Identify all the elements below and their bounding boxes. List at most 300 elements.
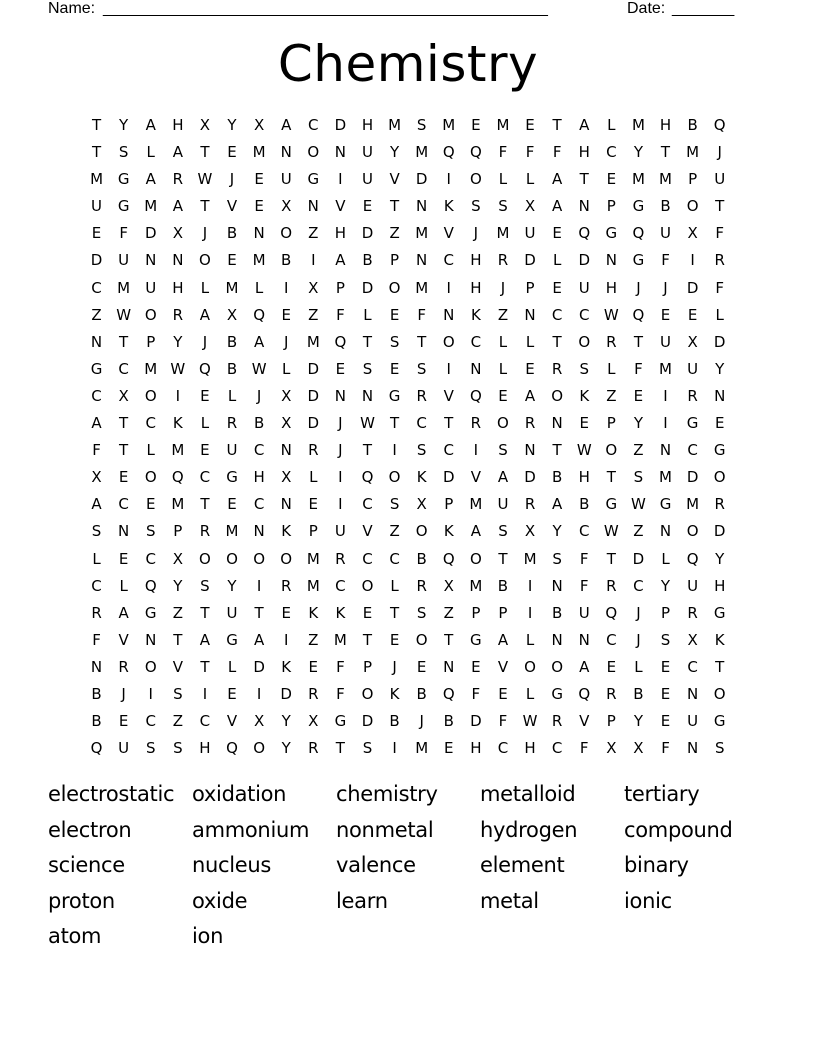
grid-cell[interactable]: M (496, 116, 510, 134)
grid-cell[interactable]: Y (389, 143, 400, 162)
grid-cell[interactable]: B (443, 712, 454, 731)
grid-cell[interactable]: D (686, 278, 699, 297)
grid-cell[interactable]: F (498, 143, 508, 162)
grid-cell[interactable]: I (338, 495, 343, 514)
grid-cell[interactable]: C (578, 305, 590, 324)
grid-cell[interactable]: C (416, 414, 427, 433)
grid-cell[interactable]: S (389, 332, 400, 351)
grid-cell[interactable]: O (605, 441, 618, 460)
grid-cell[interactable]: N (443, 305, 455, 324)
grid-cell[interactable]: T (91, 143, 102, 162)
grid-cell[interactable]: B (497, 576, 509, 595)
grid-cell[interactable]: S (471, 197, 481, 216)
grid-cell[interactable]: X (687, 630, 698, 649)
grid-cell[interactable]: E (308, 657, 319, 676)
grid-cell[interactable]: C (91, 278, 102, 297)
grid-cell[interactable]: L (715, 305, 724, 324)
grid-cell[interactable]: X (253, 712, 265, 731)
grid-cell[interactable]: Q (469, 143, 482, 162)
grid-cell[interactable]: C (118, 495, 129, 514)
grid-cell[interactable]: T (200, 197, 210, 216)
grid-cell[interactable]: S (714, 739, 725, 758)
grid-cell[interactable]: T (498, 549, 508, 568)
grid-cell[interactable]: J (473, 224, 479, 243)
grid-cell[interactable]: D (361, 278, 374, 297)
grid-cell[interactable]: N (280, 441, 292, 460)
grid-cell[interactable]: X (524, 522, 536, 541)
grid-cell[interactable]: I (663, 414, 668, 433)
grid-cell[interactable]: F (715, 278, 725, 297)
grid-cell[interactable]: W (631, 495, 646, 514)
grid-cell[interactable]: N (280, 143, 292, 162)
grid-cell[interactable]: Z (633, 522, 644, 541)
grid-cell[interactable]: D (713, 332, 726, 351)
grid-cell[interactable]: G (470, 630, 482, 649)
grid-cell[interactable]: D (361, 224, 374, 243)
grid-cell[interactable]: R (199, 522, 211, 541)
grid-cell[interactable]: L (309, 468, 318, 487)
grid-cell[interactable]: T (362, 441, 373, 460)
grid-cell[interactable]: P (335, 278, 345, 297)
grid-cell[interactable]: R (172, 170, 184, 189)
grid-cell[interactable]: T (119, 414, 129, 433)
grid-cell[interactable]: P (362, 657, 372, 676)
grid-cell[interactable]: C (199, 712, 211, 731)
grid-cell[interactable]: T (417, 332, 427, 351)
grid-cell[interactable]: E (281, 603, 291, 622)
grid-cell[interactable]: P (606, 414, 616, 433)
grid-cell[interactable]: B (91, 712, 102, 731)
grid-cell[interactable]: T (362, 630, 373, 649)
grid-cell[interactable]: M (415, 143, 429, 162)
grid-cell[interactable]: X (199, 116, 211, 134)
grid-cell[interactable]: E (200, 441, 210, 460)
grid-cell[interactable]: A (579, 657, 590, 676)
grid-cell[interactable]: L (146, 143, 155, 162)
grid-cell[interactable]: J (202, 224, 208, 243)
grid-cell[interactable]: C (145, 549, 156, 568)
grid-cell[interactable]: N (686, 684, 699, 703)
grid-cell[interactable]: J (636, 603, 641, 622)
grid-cell[interactable]: F (579, 739, 589, 758)
grid-cell[interactable]: T (254, 603, 264, 622)
grid-cell[interactable]: J (202, 332, 208, 351)
grid-cell[interactable]: U (497, 495, 509, 514)
grid-cell[interactable]: Z (91, 305, 102, 324)
grid-cell[interactable]: M (442, 116, 456, 134)
grid-cell[interactable]: M (415, 278, 429, 297)
grid-cell[interactable]: E (579, 414, 589, 433)
grid-cell[interactable]: K (416, 468, 427, 487)
grid-cell[interactable]: T (444, 630, 454, 649)
grid-cell[interactable]: C (362, 495, 373, 514)
grid-cell[interactable]: N (524, 441, 536, 460)
grid-cell[interactable]: D (307, 414, 320, 433)
grid-cell[interactable]: K (335, 603, 346, 622)
grid-cell[interactable]: R (606, 332, 617, 351)
grid-cell[interactable]: N (714, 386, 726, 405)
grid-cell[interactable]: S (145, 522, 156, 541)
grid-cell[interactable]: D (686, 468, 699, 487)
grid-cell[interactable]: H (470, 739, 482, 758)
grid-cell[interactable]: E (389, 630, 400, 649)
grid-cell[interactable]: J (338, 441, 343, 460)
grid-cell[interactable]: Z (172, 603, 183, 622)
grid-cell[interactable]: N (416, 197, 428, 216)
grid-cell[interactable]: D (442, 468, 455, 487)
grid-cell[interactable]: R (308, 684, 319, 703)
grid-cell[interactable]: N (361, 386, 374, 405)
grid-cell[interactable]: W (522, 712, 538, 731)
grid-cell[interactable]: U (660, 224, 671, 243)
grid-cell[interactable]: C (91, 576, 102, 595)
grid-cell[interactable]: M (252, 251, 266, 270)
grid-cell[interactable]: M (659, 359, 672, 378)
grid-cell[interactable]: Q (361, 468, 374, 487)
grid-cell[interactable]: R (280, 576, 292, 595)
grid-cell[interactable]: E (227, 495, 237, 514)
grid-cell[interactable]: R (91, 603, 102, 622)
grid-cell[interactable]: X (687, 224, 698, 243)
grid-cell[interactable]: A (91, 414, 102, 433)
grid-cell[interactable]: D (470, 712, 482, 731)
grid-cell[interactable]: R (416, 576, 427, 595)
grid-cell[interactable]: R (524, 495, 536, 514)
grid-cell[interactable]: E (660, 657, 671, 676)
grid-cell[interactable]: A (172, 197, 183, 216)
grid-cell[interactable]: H (470, 278, 482, 297)
grid-cell[interactable]: S (91, 522, 102, 541)
grid-cell[interactable]: W (576, 441, 592, 460)
grid-cell[interactable]: I (148, 684, 153, 703)
grid-cell[interactable]: X (308, 712, 319, 731)
grid-cell[interactable]: E (227, 684, 237, 703)
grid-cell[interactable]: A (145, 116, 156, 134)
grid-cell[interactable]: N (90, 332, 103, 351)
grid-cell[interactable]: V (443, 224, 454, 243)
grid-cell[interactable]: Y (173, 332, 183, 351)
grid-cell[interactable]: I (527, 576, 533, 595)
grid-cell[interactable]: R (714, 495, 725, 514)
grid-cell[interactable]: T (200, 657, 210, 676)
grid-cell[interactable]: A (497, 468, 509, 487)
grid-cell[interactable]: B (416, 684, 427, 703)
grid-cell[interactable]: D (713, 522, 726, 541)
grid-cell[interactable]: W (170, 359, 186, 378)
grid-cell[interactable]: E (389, 359, 400, 378)
grid-cell[interactable]: Z (308, 630, 319, 649)
grid-cell[interactable]: N (578, 630, 590, 649)
grid-cell[interactable]: N (334, 143, 346, 162)
grid-cell[interactable]: N (551, 576, 563, 595)
grid-cell[interactable]: D (524, 468, 536, 487)
grid-cell[interactable]: O (524, 657, 536, 676)
grid-cell[interactable]: O (713, 684, 726, 703)
grid-cell[interactable]: I (175, 386, 181, 405)
grid-cell[interactable]: N (307, 197, 319, 216)
grid-cell[interactable]: I (256, 576, 262, 595)
grid-cell[interactable]: T (91, 116, 102, 134)
grid-cell[interactable]: P (498, 603, 508, 622)
grid-cell[interactable]: X (633, 739, 644, 758)
grid-cell[interactable]: D (280, 684, 292, 703)
grid-cell[interactable]: J (338, 414, 343, 433)
grid-cell[interactable]: N (118, 522, 130, 541)
grid-cell[interactable]: B (226, 359, 238, 378)
grid-cell[interactable]: A (281, 116, 292, 134)
grid-cell[interactable]: G (117, 170, 130, 189)
grid-cell[interactable]: L (525, 170, 535, 189)
grid-cell[interactable]: E (200, 386, 210, 405)
grid-cell[interactable]: L (525, 684, 535, 703)
grid-cell[interactable]: P (660, 603, 671, 622)
grid-cell[interactable]: S (118, 143, 129, 162)
grid-cell[interactable]: E (606, 170, 617, 189)
grid-cell[interactable]: K (172, 414, 183, 433)
grid-cell[interactable]: L (119, 576, 128, 595)
grid-cell[interactable]: L (282, 359, 291, 378)
grid-cell[interactable]: I (392, 739, 397, 758)
grid-cell[interactable]: R (470, 414, 482, 433)
grid-cell[interactable]: J (663, 278, 668, 297)
grid-cell[interactable]: T (552, 116, 562, 134)
grid-cell[interactable]: B (281, 251, 292, 270)
grid-cell[interactable]: L (200, 278, 210, 297)
grid-cell[interactable]: G (605, 224, 618, 243)
grid-cell[interactable]: Y (227, 576, 237, 595)
grid-cell[interactable]: S (173, 684, 183, 703)
grid-cell[interactable]: O (388, 468, 401, 487)
grid-cell[interactable]: W (197, 170, 213, 189)
grid-cell[interactable]: N (551, 414, 563, 433)
grid-cell[interactable]: X (416, 495, 427, 514)
grid-cell[interactable]: S (633, 468, 644, 487)
grid-cell[interactable]: O (415, 522, 428, 541)
grid-cell[interactable]: B (389, 712, 400, 731)
grid-cell[interactable]: U (524, 224, 536, 243)
grid-cell[interactable]: H (578, 468, 590, 487)
grid-cell[interactable]: T (660, 143, 671, 162)
grid-cell[interactable]: E (471, 116, 481, 134)
grid-cell[interactable]: M (144, 197, 158, 216)
grid-cell[interactable]: R (606, 684, 617, 703)
grid-cell[interactable]: T (119, 441, 129, 460)
grid-cell[interactable]: T (389, 603, 400, 622)
grid-cell[interactable]: Q (632, 305, 645, 324)
grid-cell[interactable]: X (91, 468, 102, 487)
grid-cell[interactable]: Y (633, 414, 643, 433)
grid-cell[interactable]: V (362, 522, 373, 541)
grid-cell[interactable]: R (118, 657, 129, 676)
grid-cell[interactable]: D (307, 386, 320, 405)
grid-cell[interactable]: E (660, 712, 671, 731)
grid-cell[interactable]: M (225, 522, 239, 541)
grid-cell[interactable]: A (118, 603, 129, 622)
grid-cell[interactable]: M (415, 739, 429, 758)
grid-cell[interactable]: M (306, 576, 320, 595)
grid-cell[interactable]: E (416, 657, 427, 676)
grid-cell[interactable]: D (144, 224, 157, 243)
grid-cell[interactable]: U (660, 332, 671, 351)
grid-cell[interactable]: Q (199, 359, 211, 378)
grid-cell[interactable]: S (362, 359, 373, 378)
grid-cell[interactable]: H (199, 739, 211, 758)
grid-cell[interactable]: Y (119, 116, 129, 134)
grid-cell[interactable]: T (173, 630, 183, 649)
grid-cell[interactable]: K (470, 305, 481, 324)
grid-cell[interactable]: F (525, 143, 535, 162)
grid-cell[interactable]: E (362, 197, 373, 216)
grid-cell[interactable]: B (579, 495, 590, 514)
grid-cell[interactable]: T (606, 468, 616, 487)
grid-cell[interactable]: S (416, 116, 427, 134)
grid-cell[interactable]: P (471, 603, 481, 622)
grid-cell[interactable]: E (118, 468, 129, 487)
grid-cell[interactable]: N (470, 359, 482, 378)
grid-cell[interactable]: I (527, 603, 533, 622)
grid-cell[interactable]: Z (606, 386, 617, 405)
grid-cell[interactable]: R (714, 251, 725, 270)
grid-cell[interactable]: N (280, 495, 292, 514)
grid-cell[interactable]: U (91, 197, 103, 216)
grid-cell[interactable]: M (333, 630, 347, 649)
grid-cell[interactable]: N (253, 224, 265, 243)
grid-cell[interactable]: D (90, 251, 103, 270)
grid-cell[interactable]: O (199, 549, 211, 568)
grid-cell[interactable]: X (281, 414, 292, 433)
grid-cell[interactable]: O (253, 549, 266, 568)
grid-cell[interactable]: I (446, 278, 451, 297)
grid-cell[interactable]: J (717, 143, 722, 162)
grid-cell[interactable]: E (308, 495, 319, 514)
grid-cell[interactable]: J (256, 386, 262, 405)
grid-cell[interactable]: Q (713, 116, 726, 134)
grid-cell[interactable]: U (118, 739, 130, 758)
grid-cell[interactable]: B (687, 116, 698, 134)
grid-cell[interactable]: U (687, 712, 699, 731)
grid-cell[interactable]: F (715, 224, 725, 243)
grid-cell[interactable]: B (362, 251, 373, 270)
grid-cell[interactable]: M (90, 170, 104, 189)
grid-cell[interactable]: Y (281, 712, 291, 731)
grid-cell[interactable]: P (688, 170, 698, 189)
grid-cell[interactable]: K (714, 630, 725, 649)
grid-cell[interactable]: R (551, 712, 563, 731)
grid-cell[interactable]: I (311, 251, 316, 270)
grid-cell[interactable]: U (226, 441, 238, 460)
grid-cell[interactable]: U (687, 359, 699, 378)
grid-cell[interactable]: L (634, 657, 643, 676)
grid-cell[interactable]: U (714, 170, 726, 189)
grid-cell[interactable]: M (144, 359, 158, 378)
grid-cell[interactable]: L (498, 359, 508, 378)
grid-cell[interactable]: B (660, 197, 671, 216)
grid-cell[interactable]: L (661, 549, 670, 568)
grid-cell[interactable]: Q (578, 684, 591, 703)
grid-cell[interactable]: P (444, 495, 454, 514)
grid-cell[interactable]: O (713, 468, 726, 487)
grid-cell[interactable]: M (631, 170, 645, 189)
grid-cell[interactable]: O (469, 170, 482, 189)
grid-cell[interactable]: I (338, 170, 343, 189)
grid-cell[interactable]: T (552, 332, 562, 351)
grid-cell[interactable]: C (389, 549, 400, 568)
grid-cell[interactable]: G (713, 441, 726, 460)
grid-cell[interactable]: M (252, 143, 266, 162)
grid-cell[interactable]: A (497, 630, 509, 649)
grid-cell[interactable]: X (524, 197, 536, 216)
grid-cell[interactable]: M (415, 224, 429, 243)
grid-cell[interactable]: S (660, 630, 671, 649)
grid-cell[interactable]: R (226, 414, 238, 433)
grid-cell[interactable]: R (606, 576, 617, 595)
grid-cell[interactable]: O (280, 224, 293, 243)
grid-cell[interactable]: T (362, 332, 373, 351)
grid-cell[interactable]: Q (605, 603, 618, 622)
grid-cell[interactable]: T (606, 549, 616, 568)
grid-cell[interactable]: S (416, 603, 427, 622)
grid-cell[interactable]: K (281, 522, 292, 541)
grid-cell[interactable]: Q (469, 386, 482, 405)
grid-cell[interactable]: X (308, 278, 319, 297)
grid-cell[interactable]: S (416, 359, 427, 378)
grid-cell[interactable]: S (145, 739, 156, 758)
grid-cell[interactable]: T (119, 332, 129, 351)
grid-cell[interactable]: H (714, 576, 726, 595)
grid-cell[interactable]: H (172, 116, 184, 134)
grid-cell[interactable]: J (636, 630, 641, 649)
grid-cell[interactable]: T (552, 441, 562, 460)
grid-cell[interactable]: H (361, 116, 374, 134)
grid-cell[interactable]: I (663, 386, 668, 405)
grid-cell[interactable]: O (497, 414, 509, 433)
grid-cell[interactable]: L (607, 359, 616, 378)
grid-cell[interactable]: O (199, 251, 211, 270)
grid-cell[interactable]: O (144, 468, 157, 487)
grid-cell[interactable]: D (334, 116, 347, 134)
grid-cell[interactable]: L (363, 305, 372, 324)
grid-cell[interactable]: K (308, 603, 319, 622)
grid-cell[interactable]: G (226, 468, 238, 487)
grid-cell[interactable]: L (227, 657, 237, 676)
grid-cell[interactable]: E (471, 657, 481, 676)
grid-cell[interactable]: L (254, 278, 264, 297)
grid-cell[interactable]: N (551, 630, 563, 649)
grid-cell[interactable]: Z (389, 224, 400, 243)
grid-cell[interactable]: S (173, 739, 183, 758)
grid-cell[interactable]: F (661, 251, 670, 270)
grid-cell[interactable]: E (552, 278, 562, 297)
grid-cell[interactable]: V (335, 197, 346, 216)
grid-cell[interactable]: A (199, 305, 211, 324)
grid-cell[interactable]: E (606, 657, 617, 676)
grid-cell[interactable]: C (633, 576, 644, 595)
grid-cell[interactable]: O (469, 549, 482, 568)
grid-cell[interactable]: I (473, 441, 479, 460)
grid-cell[interactable]: I (690, 251, 695, 270)
grid-cell[interactable]: C (145, 712, 156, 731)
grid-cell[interactable]: O (307, 143, 320, 162)
grid-cell[interactable]: U (361, 170, 373, 189)
grid-cell[interactable]: O (144, 305, 157, 324)
grid-cell[interactable]: C (253, 495, 265, 514)
grid-cell[interactable]: L (390, 576, 399, 595)
grid-cell[interactable]: E (362, 603, 373, 622)
grid-cell[interactable]: E (660, 305, 671, 324)
grid-cell[interactable]: X (118, 386, 129, 405)
grid-cell[interactable]: C (578, 522, 590, 541)
grid-cell[interactable]: E (389, 305, 400, 324)
